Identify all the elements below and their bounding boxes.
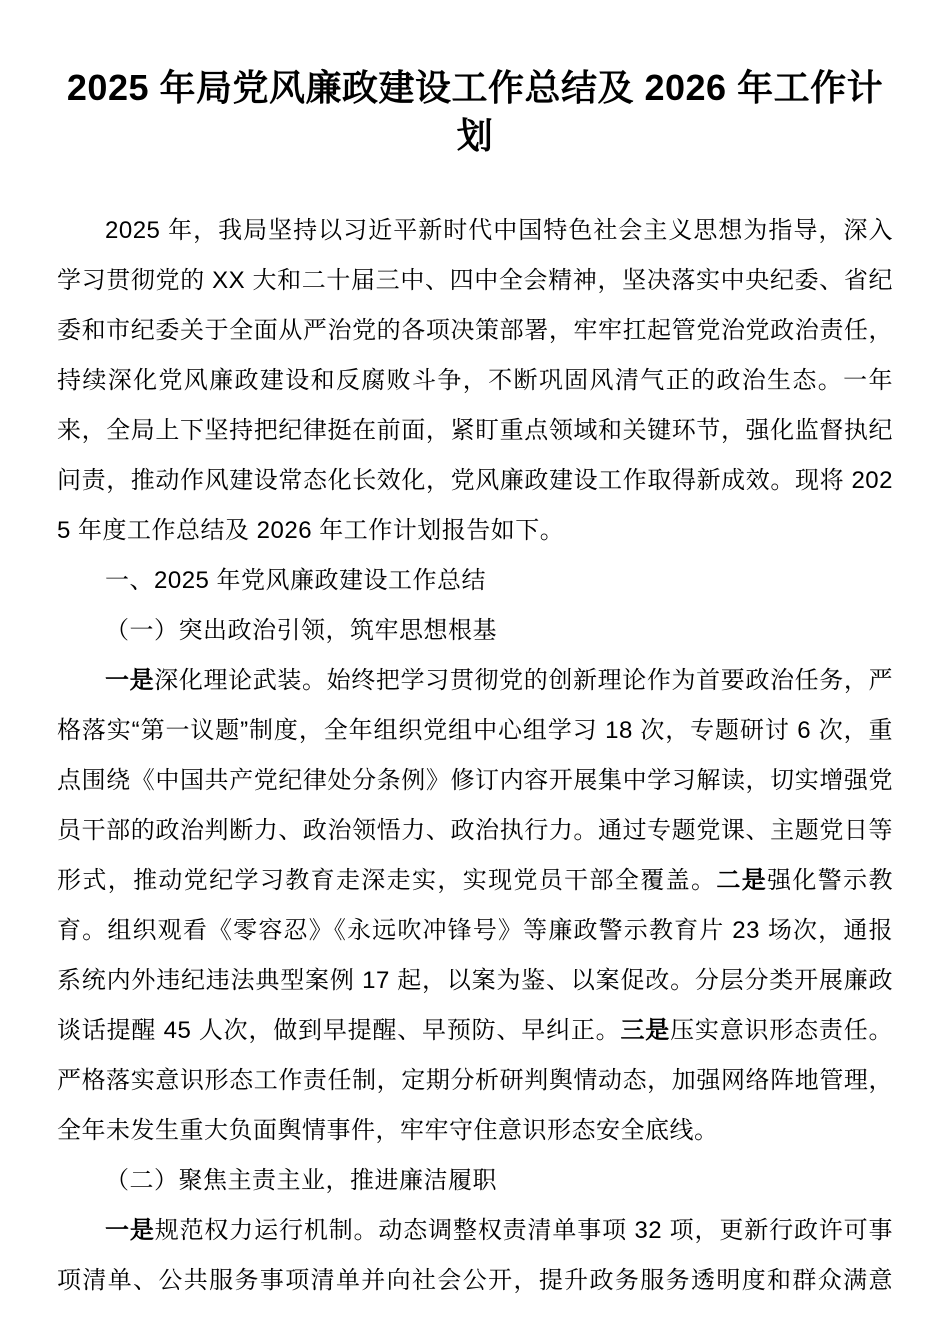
intro-paragraph: 2025 年，我局坚持以习近平新时代中国特色社会主义思想为指导，深入学习贯彻党的 XX 大和二十届三中、四中全会精神，坚决落实中央纪委、省纪委和市纪委关于全面从严治党的各项决策部署，牢牢扛起管党治党政治责任，持续深化党风廉政建设和反腐败斗争，不断巩固风清气正的政治生态。一年来，全局上下坚持把纪律挺在前面，紧盯重点领域和关键环节，强化监督执纪问责，推动作风建设常态化长效化，党风廉政建设工作取得新成效。现将 2025 年度工作总结及 2026 年工作计划报告如下。 bbox=[57, 217, 893, 544]
section-heading-2025-summary: 一、2025 年党风廉政建设工作总结 bbox=[105, 567, 487, 594]
paragraph-political-guidance: 一是深化理论武装。始终把学习贯彻党的创新理论作为首要政治任务，严格落实“第一议题”制度，全年组织党组中心组学习 18 次，专题研讨 6 次，重点围绕《中国共产党纪律处分条例》修订内容开展集中学习解读，切实增强党员干部的政治判断力、政治领悟力、政治执行力。通过专题党课、主题党日等形式，推动党纪学习教育走深走实，实现党员干部全覆盖。二是强化警示教育。组织观看《零容忍》《永远吹冲锋号》等廉政警示教育片 23 场次，通报系统内外违纪违法典型案例 17 起，以案为鉴、以案促改。分层分类开展廉政谈话提醒 45 人次，做到早提醒、早预防、早纠正。三是压实意识形态责任。严格落实意识形态工作责任制，定期分析研判舆情动态，加强网络阵地管理，全年未发生重大负面舆情事件，牢牢守住意识形态安全底线。 bbox=[57, 667, 894, 1144]
paragraph-main-duties: 一是规范权力运行机制。动态调整权责清单事项 32 项，更新行政许可事项清单、公共服务事项清单并向社会公开，提升政务服务透明度和群众满意 bbox=[57, 1217, 894, 1294]
document-title: 2025 年局党风廉政建设工作总结及 2026 年工作计划 bbox=[66, 67, 884, 156]
subsection-heading-main-duties: （二）聚焦主责主业，推进廉洁履职 bbox=[105, 1167, 497, 1194]
subsection-heading-political-guidance: （一）突出政治引领，筑牢思想根基 bbox=[105, 617, 497, 644]
